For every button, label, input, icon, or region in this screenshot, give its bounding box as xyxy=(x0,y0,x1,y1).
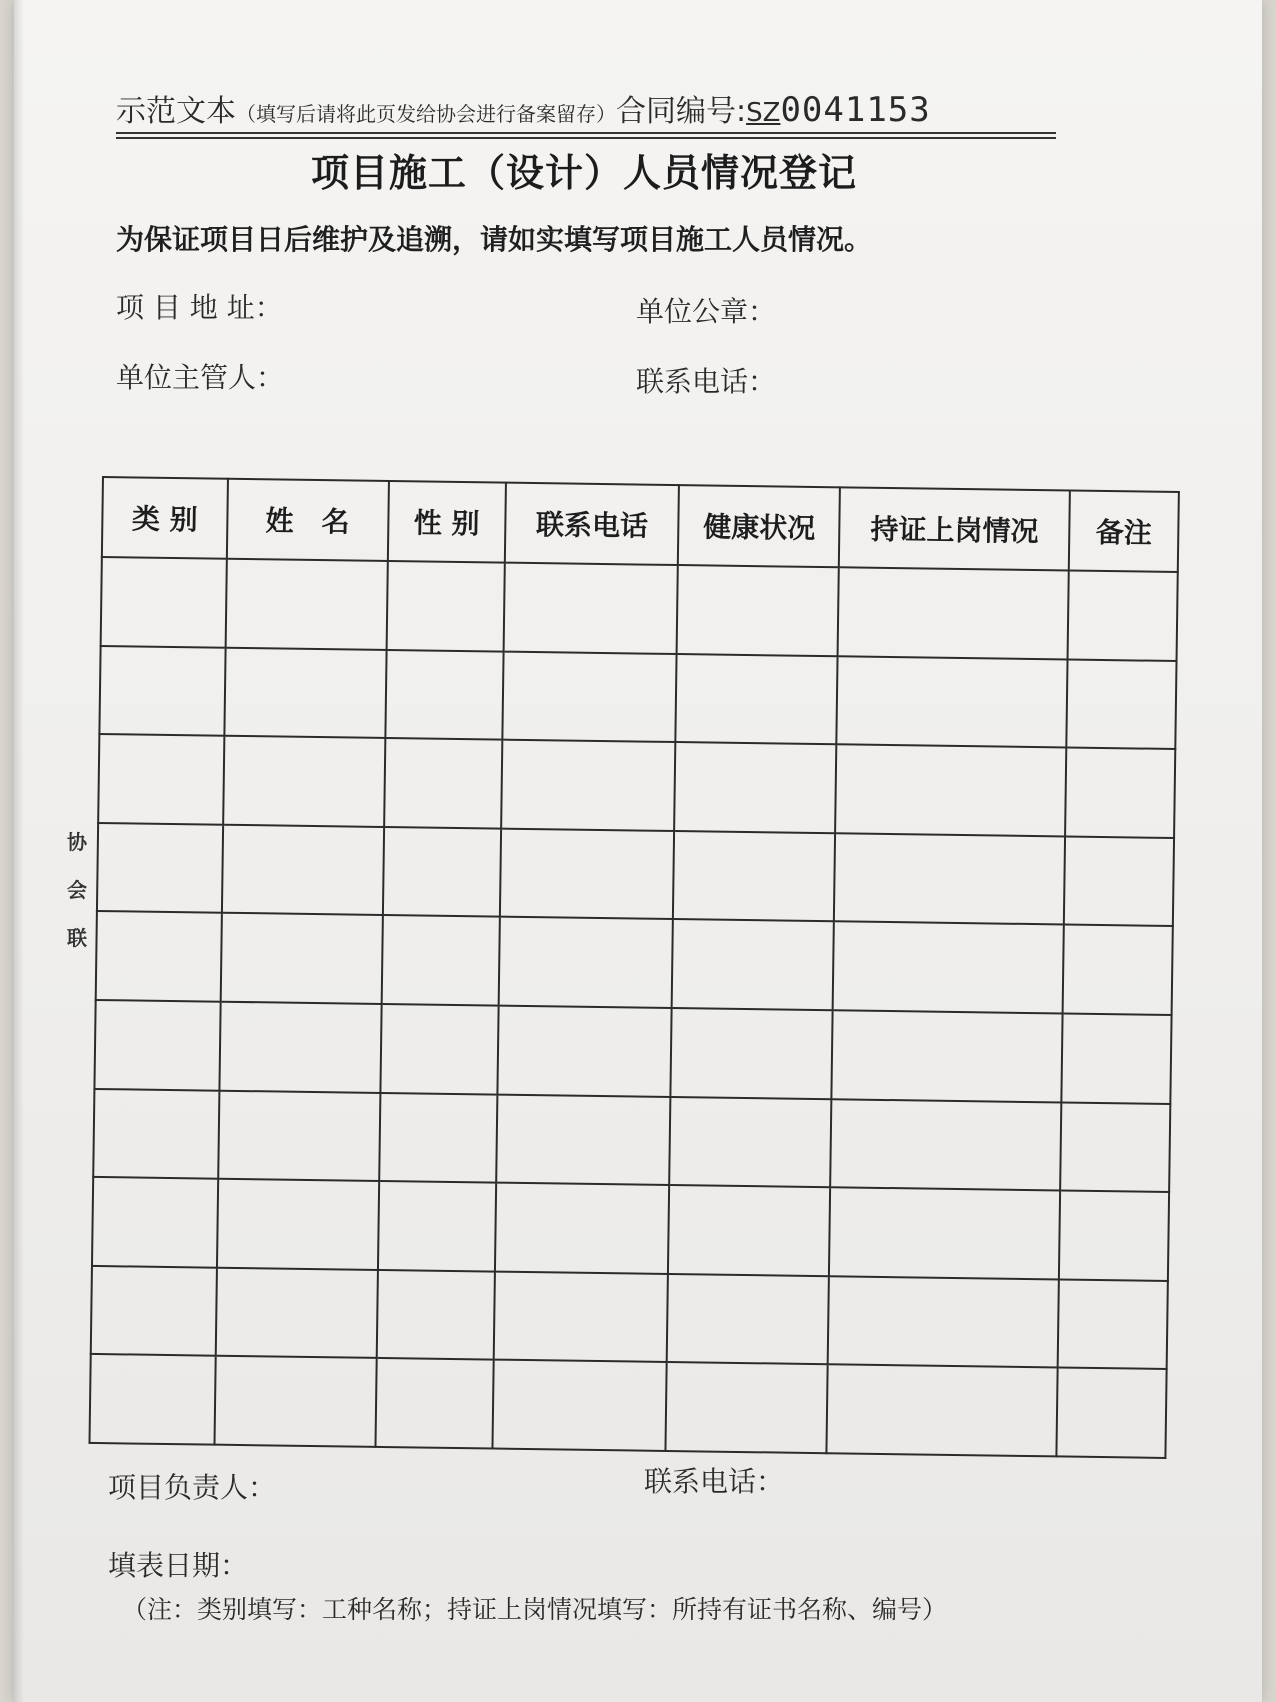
col-category: 类 别 xyxy=(102,477,228,559)
table-cell[interactable] xyxy=(501,740,676,831)
table-cell[interactable] xyxy=(677,565,839,656)
unit-supervisor-label: 单位主管人： xyxy=(116,361,285,394)
side-label-char: 会 xyxy=(67,878,87,902)
table-cell[interactable] xyxy=(386,561,505,651)
table-cell[interactable] xyxy=(1059,1191,1169,1281)
table-row xyxy=(91,1266,1168,1370)
table-cell[interactable] xyxy=(96,911,222,1001)
table-cell[interactable] xyxy=(838,567,1069,659)
template-label: 示范文本 xyxy=(116,94,236,129)
side-label-char: 联 xyxy=(67,926,87,950)
table-cell[interactable] xyxy=(829,1187,1060,1279)
table-cell[interactable] xyxy=(1064,836,1174,926)
table-cell[interactable] xyxy=(214,1356,376,1447)
table-cell[interactable] xyxy=(675,742,837,833)
header-line xyxy=(116,86,1066,132)
table-row xyxy=(92,1177,1169,1281)
table-row xyxy=(93,1089,1170,1193)
table-cell[interactable] xyxy=(101,557,227,647)
table-cell[interactable] xyxy=(496,1094,671,1185)
table-cell[interactable] xyxy=(499,917,674,1008)
instruction-text: 为保证项目日后维护及追溯，请如实填写项目施工人员情况。 xyxy=(116,223,873,256)
form-title: 项目施工（设计）人员情况登记 xyxy=(310,151,857,195)
table-cell[interactable] xyxy=(1061,1013,1171,1103)
side-label xyxy=(64,818,90,962)
table-cell[interactable] xyxy=(384,738,503,828)
table-cell[interactable] xyxy=(380,1004,499,1094)
table-cell[interactable] xyxy=(383,827,502,917)
table-cell[interactable] xyxy=(1066,659,1176,749)
table-cell[interactable] xyxy=(91,1266,217,1356)
col-name: 姓 名 xyxy=(226,479,388,561)
table-row xyxy=(89,1354,1166,1458)
contact-phone-top-label: 联系电话： xyxy=(636,365,777,398)
table-cell[interactable] xyxy=(1058,1279,1168,1369)
table-cell[interactable] xyxy=(1065,748,1175,838)
table-cell[interactable] xyxy=(381,915,500,1005)
table-cell[interactable] xyxy=(835,744,1066,836)
table-cell[interactable] xyxy=(1056,1368,1166,1458)
table-row xyxy=(96,911,1173,1015)
project-leader-label: 项目负责人： xyxy=(108,1471,277,1504)
table-cell[interactable] xyxy=(224,647,386,738)
table-cell[interactable] xyxy=(98,734,224,824)
header-rule-top xyxy=(116,132,1056,134)
table-cell[interactable] xyxy=(494,1271,669,1362)
contact-phone-bottom-label: 联系电话： xyxy=(644,1465,785,1498)
table-cell[interactable] xyxy=(833,922,1064,1014)
table-cell[interactable] xyxy=(93,1089,219,1179)
table-cell[interactable] xyxy=(1063,925,1173,1015)
table-cell[interactable] xyxy=(1060,1102,1170,1192)
header-rule-bottom xyxy=(116,137,1056,139)
table-cell[interactable] xyxy=(672,919,834,1010)
table-cell[interactable] xyxy=(504,563,679,654)
table-header-row xyxy=(102,477,1179,572)
table-cell[interactable] xyxy=(378,1181,497,1271)
table-cell[interactable] xyxy=(670,1097,832,1188)
table-cell[interactable] xyxy=(497,1006,672,1097)
contract-label: 合同编号: xyxy=(616,94,747,129)
table-cell[interactable] xyxy=(217,1179,379,1270)
table-cell[interactable] xyxy=(673,831,835,922)
table-cell[interactable] xyxy=(218,1090,380,1181)
table-cell[interactable] xyxy=(832,1010,1063,1102)
table-cell[interactable] xyxy=(215,1267,377,1358)
table-cell[interactable] xyxy=(385,650,504,740)
table-cell[interactable] xyxy=(828,1276,1059,1368)
table-row xyxy=(94,1000,1171,1104)
table-cell[interactable] xyxy=(92,1177,218,1267)
table-cell[interactable] xyxy=(834,833,1065,925)
table-cell[interactable] xyxy=(502,651,677,742)
form-page xyxy=(14,0,1262,1702)
table-cell[interactable] xyxy=(500,828,675,919)
table-cell[interactable] xyxy=(376,1270,495,1360)
table-cell[interactable] xyxy=(94,1000,220,1090)
table-cell[interactable] xyxy=(222,825,384,916)
table-cell[interactable] xyxy=(667,1274,829,1365)
table-cell[interactable] xyxy=(668,1185,830,1276)
contract-prefix: SZ xyxy=(746,98,781,128)
table-cell[interactable] xyxy=(1067,571,1177,661)
table-cell[interactable] xyxy=(220,913,382,1004)
side-label-char: 协 xyxy=(67,830,87,854)
col-health: 健康状况 xyxy=(678,485,840,567)
table-cell[interactable] xyxy=(671,1008,833,1099)
table-row xyxy=(97,823,1174,927)
col-gender: 性 别 xyxy=(387,481,505,563)
table-cell[interactable] xyxy=(379,1093,498,1183)
table-cell[interactable] xyxy=(97,823,223,913)
submit-note: （填写后请将此页发给协会进行备案留存） xyxy=(236,102,616,126)
col-phone: 联系电话 xyxy=(505,483,680,565)
table-cell[interactable] xyxy=(676,654,838,745)
table-cell[interactable] xyxy=(219,1002,381,1093)
table-body xyxy=(89,557,1177,1458)
table-cell[interactable] xyxy=(495,1183,670,1274)
table-row xyxy=(99,646,1176,750)
table-row xyxy=(98,734,1175,838)
table-cell[interactable] xyxy=(827,1365,1058,1457)
contract-number: 0041153 xyxy=(780,90,931,130)
table-cell[interactable] xyxy=(492,1360,667,1451)
company-seal-label: 单位公章： xyxy=(636,295,777,328)
project-address-label: 项 目 地 址： xyxy=(116,291,283,324)
col-certificate: 持证上岗情况 xyxy=(839,487,1070,570)
table-cell[interactable] xyxy=(89,1354,215,1444)
col-remarks: 备注 xyxy=(1069,491,1179,573)
table-cell[interactable] xyxy=(837,656,1068,748)
table-cell[interactable] xyxy=(225,559,387,650)
footnote: （注：类别填写：工种名称；持证上岗情况填写：所持有证书名称、编号） xyxy=(122,1595,948,1624)
table-cell[interactable] xyxy=(375,1358,494,1448)
fill-date-label: 填表日期： xyxy=(108,1549,249,1582)
table-cell[interactable] xyxy=(223,736,385,827)
table-cell[interactable] xyxy=(99,646,225,736)
personnel-table xyxy=(88,476,1179,1459)
table-cell[interactable] xyxy=(831,1099,1062,1191)
table-cell[interactable] xyxy=(666,1362,828,1453)
table-row xyxy=(101,557,1178,661)
